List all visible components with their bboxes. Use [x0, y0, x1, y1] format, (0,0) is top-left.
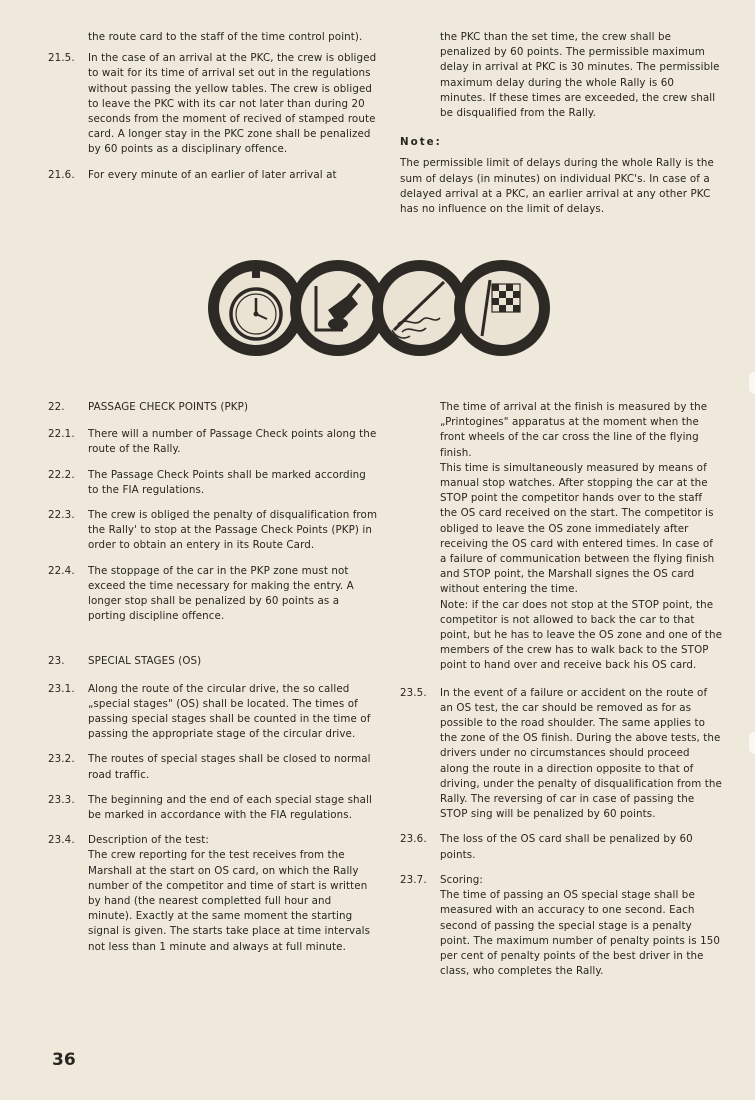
- section-text: Along the route of the circular drive, the so called „special stages" (OS) shall be located. The times of passing special stages shall be counted in the time of passing the appropriate stage of the circular drive.: [88, 682, 371, 741]
- section-21-6: [48, 168, 378, 183]
- section-22-4: [48, 564, 378, 625]
- page-number: 36: [52, 1050, 76, 1070]
- section-23-heading: [48, 654, 378, 669]
- paragraph: The time of arrival at the finish is measured by the „Printogines" apparatus at the moment when the front wheels of the car cross the line of the flying finish.: [440, 401, 708, 459]
- icon-row: [206, 258, 551, 358]
- section-number: 23.2.: [48, 753, 75, 766]
- section-number: 22.: [48, 401, 65, 413]
- note-heading: Note:: [400, 136, 442, 149]
- page-edge-tab: [749, 372, 755, 394]
- continued-text: the PKC than the set time, the crew shall be penalized by 60 points. The permissible maximum delay in arrival at PKC is 30 minutes. The permissible maximum delay during the whole Rally is 60 minutes. If these times are exceeded, the crew shall be disqualified from the Rally.: [440, 31, 720, 120]
- section-number: 21.6.: [48, 168, 75, 181]
- section-23-2: [48, 752, 378, 782]
- section-text: The time of passing an OS special stage shall be measured with an accuracy to one second. Each second of passing the special stage is a penalty point. The maximum number of penalty points is 150 per cent of penalty points of the best driver in the class, who completes the Rally.: [440, 889, 721, 978]
- left-bottom-column: [48, 400, 378, 955]
- section-number: 22.2.: [48, 468, 75, 481]
- note-text: The permissible limit of delays during the whole Rally is the sum of delays (in minutes) on individual PKC's. In case of a delayed arrival at a PKC, an earlier arrival at any other PKC has no influence on the limit of delays.: [400, 157, 714, 216]
- checkered-flag-icon: [452, 258, 552, 358]
- section-22-3: [48, 508, 378, 554]
- section-number: 23.7.: [400, 873, 427, 886]
- section-number: 23.6.: [400, 833, 427, 846]
- section-text: The routes of special stages shall be closed to normal road traffic.: [88, 753, 371, 781]
- section-23-1: [48, 682, 378, 743]
- section-23-5: [400, 686, 722, 823]
- section-number: 21.5.: [48, 52, 75, 65]
- right-bottom-column: [400, 400, 722, 979]
- section-text: The loss of the OS card shall be penalized by 60 points.: [440, 833, 693, 861]
- section-22-2: [48, 468, 378, 498]
- section-number: 23.4.: [48, 834, 75, 847]
- section-text: The stoppage of the car in the PKP zone must not exceed the time necessary for making the entry. A longer stop shall be penalized by 60 points as a porting discipline offence.: [88, 564, 354, 623]
- section-number: 22.3.: [48, 509, 75, 522]
- paragraph: This time is simultaneously measured by means of manual stop watches. After stopping the car at the STOP point the competitor hands over to the staff the OS card received on the start. The competitor is obliged to leave the OS zone immediately after receiving the OS card with entered times. In case of a failure of communication between the flying finish and STOP point, the Marshall signes the OS card without entering the time.: [440, 461, 715, 596]
- section-23-6: [400, 832, 722, 862]
- section-subtitle: Scoring:: [440, 873, 483, 886]
- section-text: The crew is obliged the penalty of disqualification from the Rally' to stop at the Passage Check Points (PKP) in order to obtain an entery in its Route Card.: [88, 509, 378, 552]
- section-number: 22.1.: [48, 428, 75, 441]
- section-body: [88, 833, 378, 955]
- section-title: PASSAGE CHECK POINTS (PKP): [88, 401, 249, 413]
- section-text: The crew reporting for the test receives from the Marshall at the start on OS card, on which the Rally number of the competitor and time of start is written by hand (the nearest completted full hour and minute). Exactly at the same moment the starting signal is given. The starts take place at time intervals not less than 1 minute and always at full minute.: [88, 849, 371, 953]
- section-number: 22.4.: [48, 564, 75, 577]
- continued-text: the route card to the staff of the time control point).: [88, 31, 363, 43]
- section-21-5: [48, 51, 378, 157]
- section-23-7: [400, 873, 722, 979]
- section-22-1: [48, 427, 378, 457]
- paragraph: Note: if the car does not stop at the STOP point, the competitor is not allowed to back the car to that point, but he has to leave the OS zone and one of the members of the crew has to walk back to the STOP point to hand over and receive back his OS card.: [440, 598, 723, 672]
- section-23-4: [48, 833, 378, 955]
- section-number: 23.3.: [48, 793, 75, 806]
- section-text: The beginning and the end of each special stage shall be marked in accordance with the FIA regulations.: [88, 793, 373, 822]
- section-text: The Passage Check Points shall be marked according to the FIA regulations.: [88, 468, 366, 496]
- section-number: 23.: [48, 655, 65, 668]
- right-top-column: [400, 30, 722, 217]
- section-title: SPECIAL STAGES (OS): [88, 655, 202, 668]
- section-number: 23.5.: [400, 686, 427, 699]
- section-text: For every minute of an earlier of later arrival at: [88, 168, 337, 181]
- section-body: [440, 873, 722, 979]
- left-top-column: [48, 30, 378, 183]
- page-edge-tab: [749, 732, 755, 754]
- section-text: In the event of a failure or accident on the route of an OS test, the car should be removed as for as possible to the road shoulder. The same applies to the zone of the OS finish. During the above tests, the drivers under no circumstances should proceed along the route in a direction opposite to that of driving, under the penalty of disqualification from the Rally. The reversing of car in case of passing the STOP sing will be penalized by 60 points.: [440, 686, 722, 821]
- section-22-heading: [48, 400, 378, 415]
- section-23-3: [48, 793, 378, 823]
- section-number: 23.1.: [48, 682, 75, 695]
- section-text: In the case of an arrival at the PKC, the crew is obliged to wait for its time of arrival set out in the regulations without passing the yellow tables. The crew is obliged to leave the PKC with its car not later than during 20 seconds from the moment of recived of stamped route card. A longer stay in the PKC zone shall be penalized by 60 points as a disciplinary offence.: [88, 52, 377, 156]
- section-text: There will a number of Passage Check points along the route of the Rally.: [88, 428, 377, 456]
- section-subtitle: Description of the test:: [88, 834, 209, 847]
